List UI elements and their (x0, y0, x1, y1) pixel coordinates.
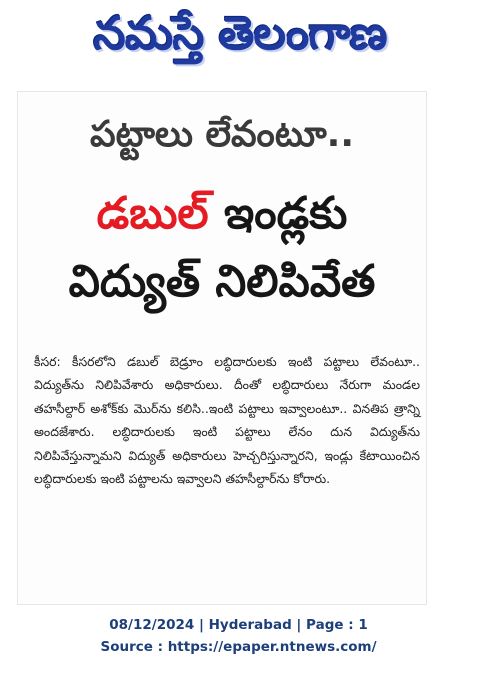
headline-line-2 (18, 188, 426, 250)
article-body: కీసర: కీసరలోని డబుల్ బెడ్రూం లబ్ధిదారులకు ఇంటి పట్టాలు లేవంటూ.. విద్యుత్‌ను నిలిపివేశారు అధికారులు. దీంతో లబ్ధిదారులు నేరుగా మండల తహసీల్దార్ అశోక్‌కు మొర్‌ను కలిసి..ఇంటి పట్టాలు ఇవ్వాలంటూ.. వినతిప త్రాన్ని అందజేశారు. లబ్ధిదారులకు ఇంటి పట్టాలు లేనం దున విద్యుత్‌ను నిలిపివేస్తున్నామని విద్యుత్ అధికారులు హెచ్చరిస్తున్నారని, ఇండ్లు కేటాయించిన లబ్ధిదారులకు ఇంటి పట్టాలను ఇవ్వాలని తహసీల్దార్‌ను కోరారు. (34, 354, 420, 487)
page-footer (0, 614, 477, 658)
source-link[interactable]: Source : https://epaper.ntnews.com/ (100, 639, 377, 655)
masthead-title: నమస్తే తెలంగాణ (93, 6, 387, 60)
headline-line-2-rest: ఇండ్లకు (223, 188, 348, 239)
news-clipping (18, 92, 426, 604)
headline-line-1: పట్టాలు లేవంటూ.. (89, 114, 355, 155)
edition-info: 08/12/2024 | Hyderabad | Page : 1 (109, 617, 368, 633)
newspaper-masthead (40, 8, 440, 70)
headline-accent-word: డబుల్ (96, 188, 209, 239)
headline-line-3: విద్యుత్‌ నిలిపివేత (68, 256, 376, 307)
